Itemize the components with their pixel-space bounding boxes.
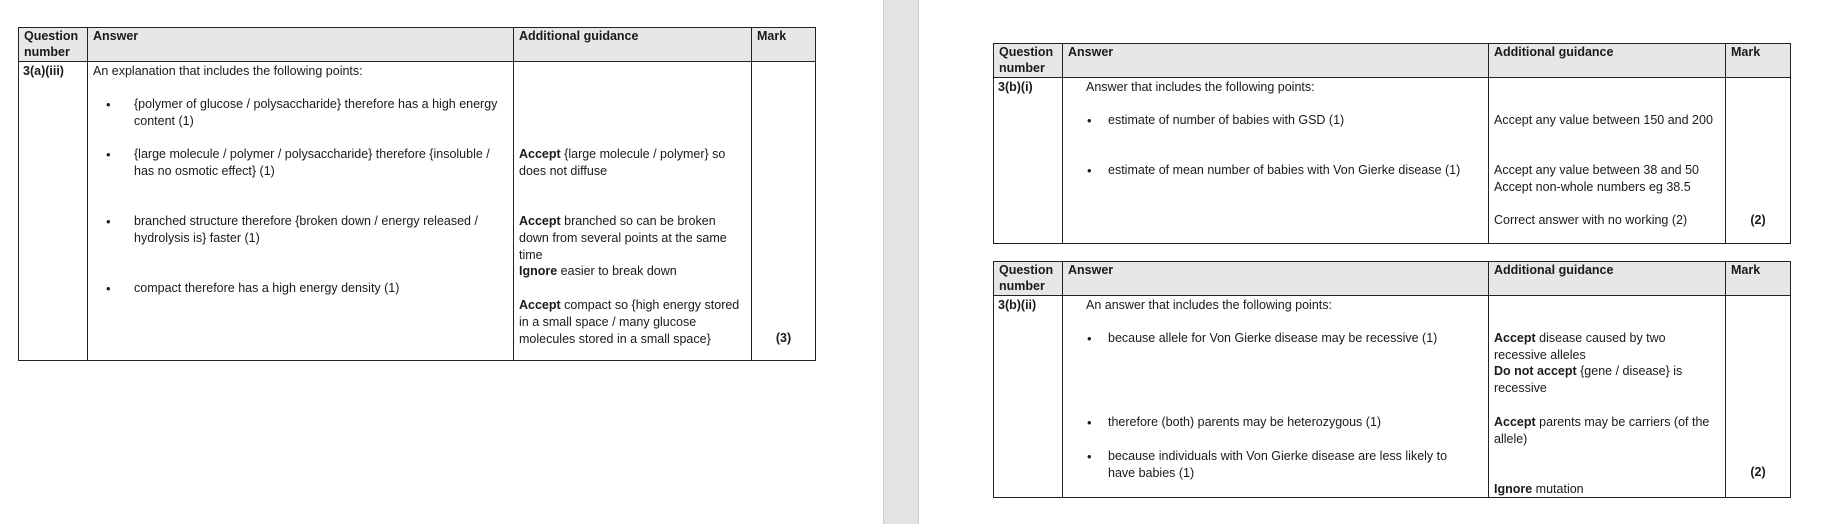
guidance-note: Ignore mutation <box>1494 482 1584 497</box>
guidance-cell <box>514 62 752 361</box>
bullet-icon: • <box>106 147 111 163</box>
answer-point-text: compact therefore has a high energy density (1) <box>134 281 400 296</box>
answer-point-text: {polymer of glucose / polysaccharide} therefore has a high energy content (1) <box>134 97 498 129</box>
guidance-note: Accept any value between 38 and 50 <box>1494 163 1700 178</box>
header-mark: Mark <box>1726 44 1791 78</box>
bullet-icon: • <box>1087 163 1092 179</box>
guidance-note: Accept parents may be carriers (of the allele) <box>1494 415 1710 447</box>
page-right <box>919 0 1828 524</box>
header-mark: Mark <box>1726 262 1791 296</box>
header-question-number: Question number <box>994 44 1063 78</box>
answer-point <box>88 96 509 130</box>
answer-point <box>88 280 509 297</box>
guidance-note: Correct answer with no working (2) <box>1494 213 1688 228</box>
answer-intro: An explanation that includes the following points: <box>93 64 363 79</box>
header-additional-guidance: Additional guidance <box>1489 44 1726 78</box>
answer-point <box>88 213 509 247</box>
mark-value: (3) <box>775 331 792 346</box>
answer-point-text: estimate of number of babies with GSD (1) <box>1108 113 1345 128</box>
answer-point <box>1063 448 1484 482</box>
bullet-icon: • <box>1087 449 1092 465</box>
answer-cell <box>1063 296 1489 498</box>
guidance-note: Accept any value between 150 and 200 <box>1494 113 1713 128</box>
mark-cell <box>752 62 816 361</box>
bullet-icon: • <box>106 97 111 113</box>
page-left <box>0 0 883 524</box>
answer-intro: An answer that includes the following points: <box>1086 298 1332 313</box>
bullet-icon: • <box>1087 113 1092 129</box>
guidance-cell <box>1489 296 1726 498</box>
answer-point <box>88 146 509 180</box>
answer-point-text: because allele for Von Gierke disease may be recessive (1) <box>1108 331 1438 346</box>
question-number: 3(b)(i) <box>994 78 1063 244</box>
guidance-note: Do not accept {gene / disease} is recessive <box>1494 364 1683 396</box>
bullet-icon: • <box>1087 331 1092 347</box>
guidance-note: Accept {large molecule / polymer} so does not diffuse <box>519 147 726 179</box>
mark-cell <box>1726 296 1791 498</box>
guidance-cell <box>1489 78 1726 244</box>
mark-value: (2) <box>1750 465 1766 480</box>
guidance-note: Accept branched so can be broken down from several points at the same time <box>519 214 727 262</box>
answer-point-text: estimate of mean number of babies with Von Gierke disease (1) <box>1108 163 1461 178</box>
answer-cell <box>1063 78 1489 244</box>
answer-intro: Answer that includes the following points: <box>1086 80 1315 95</box>
mark-scheme-table-3aiii <box>18 27 816 361</box>
mark-value: (2) <box>1750 213 1766 228</box>
header-additional-guidance: Additional guidance <box>514 28 752 62</box>
answer-point <box>1063 414 1484 431</box>
bullet-icon: • <box>106 281 111 297</box>
guidance-note: Ignore easier to break down <box>519 264 677 279</box>
answer-point-text: because individuals with Von Gierke disease are less likely to have babies (1) <box>1108 449 1448 481</box>
answer-cell <box>88 62 514 361</box>
answer-point-text: {large molecule / polymer / polysaccharide} therefore {insoluble / has no osmotic effect} (1) <box>134 147 490 179</box>
answer-point-text: therefore (both) parents may be heterozygous (1) <box>1108 415 1382 430</box>
header-question-number: Question number <box>19 28 88 62</box>
guidance-note: Accept compact so {high energy stored in a small space / many glucose molecules stored in a small space} <box>519 298 740 346</box>
guidance-note: Accept non-whole numbers eg 38.5 <box>1494 180 1691 195</box>
answer-point-text: branched structure therefore {broken down / energy released / hydrolysis is} faster (1) <box>134 214 478 246</box>
question-number: 3(a)(iii) <box>19 62 88 361</box>
header-question-number: Question number <box>994 262 1063 296</box>
header-additional-guidance: Additional guidance <box>1489 262 1726 296</box>
answer-point <box>1063 330 1484 347</box>
header-answer: Answer <box>1063 262 1489 296</box>
bullet-icon: • <box>1087 415 1092 431</box>
answer-point <box>1063 162 1484 179</box>
header-mark: Mark <box>752 28 816 62</box>
guidance-note: Accept disease caused by two recessive alleles <box>1494 331 1666 363</box>
header-answer: Answer <box>1063 44 1489 78</box>
question-number: 3(b)(ii) <box>994 296 1063 498</box>
mark-scheme-table-3bi <box>993 43 1791 244</box>
page-separator <box>883 0 919 524</box>
bullet-icon: • <box>106 214 111 230</box>
header-answer: Answer <box>88 28 514 62</box>
mark-cell <box>1726 78 1791 244</box>
answer-point <box>1063 112 1484 129</box>
mark-scheme-table-3bii <box>993 261 1791 498</box>
